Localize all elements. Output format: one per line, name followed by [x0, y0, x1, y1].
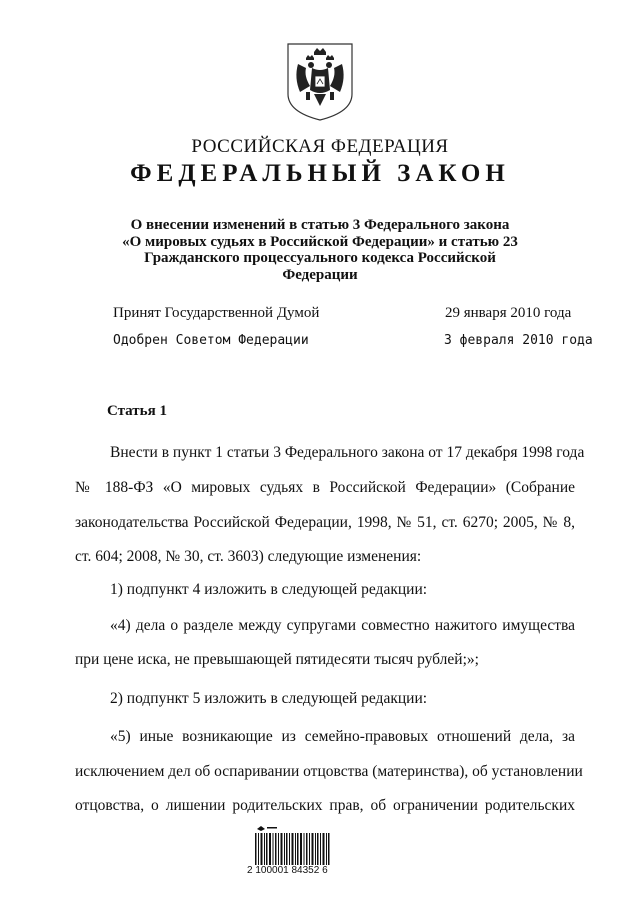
country-name: РОССИЙСКАЯ ФЕДЕРАЦИЯ — [191, 136, 449, 157]
law-title — [100, 217, 540, 283]
law-title-line: О внесении изменений в статью 3 Федерального закона — [130, 217, 510, 233]
article-text-line: при цене иска, не превышающей пятидесяти тысяч рублей;»; — [75, 651, 479, 668]
council-approval-label: Одобрен Советом Федерации — [113, 333, 309, 348]
article-text-line: «4) дела о разделе между супругами совместно нажитого имущества — [110, 617, 575, 634]
law-title-line: «О мировых судьях в Российской Федерации» и статью 23 — [122, 233, 518, 250]
duma-adoption-label: Принят Государственной Думой — [113, 305, 320, 321]
council-approval-date: 3 февраля 2010 года — [444, 333, 593, 348]
barcode-icon — [255, 825, 331, 867]
russian-coat-of-arms-icon — [284, 42, 356, 122]
law-title-line: Гражданского процессуального кодекса Российской — [144, 250, 496, 266]
article-text-line: № 188-ФЗ «О мировых судьях в Российской Федерации» (Собрание — [75, 479, 575, 496]
article-text-line: исключением дел об оспаривании отцовства (материнства), об установлении — [75, 763, 583, 780]
article-text-line: отцовства, о лишении родительских прав, об ограничении родительских — [75, 797, 575, 814]
article-text-line: Внести в пункт 1 статьи 3 Федерального закона от 17 декабря 1998 года — [110, 444, 585, 461]
law-type-heading: ФЕДЕРАЛЬНЫЙ ЗАКОН — [130, 160, 510, 187]
article-text-line: законодательства Российской Федерации, 1998, № 51, ст. 6270; 2005, № 8, — [75, 514, 575, 531]
article-heading: Статья 1 — [107, 403, 167, 419]
duma-adoption-date: 29 января 2010 года — [445, 305, 572, 321]
article-text-line: «5) иные возникающие из семейно-правовых отношений дела, за — [110, 728, 575, 745]
article-text-line: 1) подпункт 4 изложить в следующей редакции: — [110, 581, 428, 598]
article-text-line: 2) подпункт 5 изложить в следующей редакции: — [110, 690, 428, 707]
article-text-line: ст. 604; 2008, № 30, ст. 3603) следующие изменения: — [75, 548, 422, 565]
barcode-number: 2 100001 84352 6 — [247, 865, 328, 876]
law-title-line: Федерации — [282, 266, 358, 283]
